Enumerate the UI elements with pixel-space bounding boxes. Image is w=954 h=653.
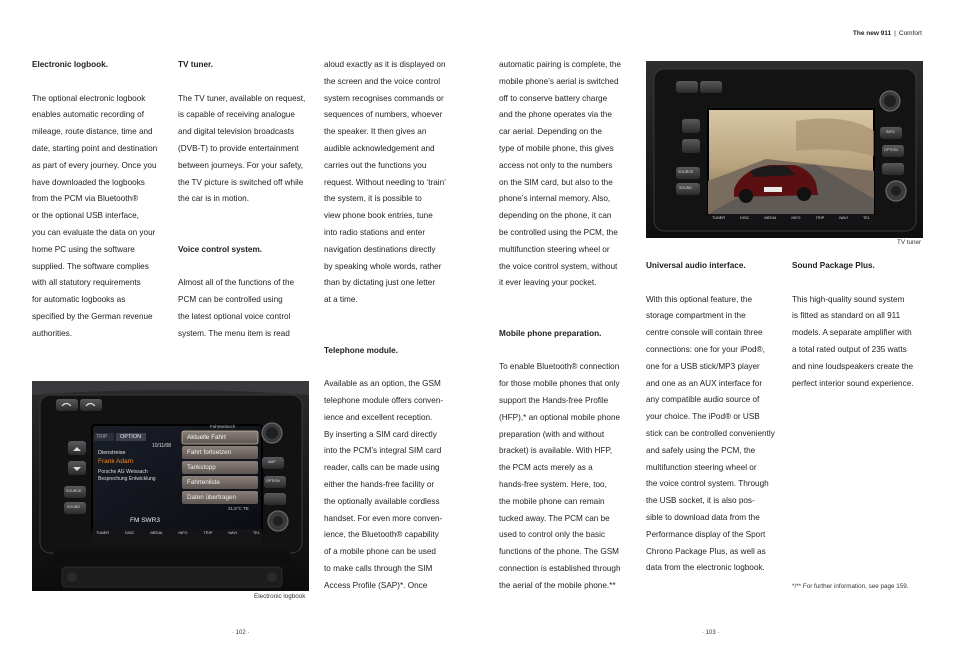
tv-softkey-tuner: TUNER [712,216,726,220]
running-header [853,30,922,37]
text-mobile-phone-preparation: To enable Bluetooth® connection for those mobile phones that only support the Hands-free Profile (HFP),* an optional mobile phone preparation (with and without bracket) is available. With HFP, the PCM acts merely as a hands-free system. Here, too, the mobile phone can remain tucked away. The PCM can be used to control only the basic functions of the phone. The GSM connection is established through the aerial of the mobile phone.** [499,362,621,590]
column-audio-interface [646,258,786,577]
screen-tab-trip: TRIP [96,434,108,440]
screen-menu-2: Fahrt fortsetzen [187,449,232,456]
page-number-right: · 103 · [702,630,720,636]
pcm-softkey-row [96,531,260,535]
text-telephone-module: Available as an option, the GSM telephone module offers conven- ience and excellent reception. By inserting a SIM card directly into the PCM’s integral SIM card reader, calls can be made using either the hands-free facility or the optionally available cordless handset. For even more conven- ience, the Bluetooth® capability of a mobile phone can be used to make calls through the SIM Access Profile (SAP)*. Once [324,379,444,590]
screen-header: Fahrtenbuch [210,424,236,429]
screen-line-1: Dienstreise [98,450,126,456]
screen-name: Frank Adam [98,458,134,465]
column-electronic-logbook [32,57,172,343]
header-section: Comfort [898,30,922,37]
tv-softkey-navi: NAVI [839,216,848,220]
heading-sound-package: Sound Package Plus. [792,261,875,270]
hw-key-map: MAP [268,460,276,464]
caption-electronic-logbook: Electronic logbook [254,593,306,600]
screen-tab-option: OPTION [120,434,142,440]
electronic-logbook-photo [32,381,309,591]
heading-electronic-logbook: Electronic logbook. [32,60,108,69]
screen-radio: FM SWR3 [130,517,160,524]
softkey-media: MEDIA [150,531,163,535]
text-universal-audio: With this optional feature, the storage compartment in the centre console will contain three connections: one for your iPod®, one for a USB stick/MP3 player and one as an AUX interface for any compatible audio source of your choice. The iPod® or USB stick can be controlled conveniently and safely using the PCM, the multifunction steering wheel or the voice control system. Through the USB socket, it is also pos- sible to download data from the Performance display of the Sport Chrono Package Plus, as well as data from the electronic logbook. [646,294,775,573]
screen-menu-3: Tankstopp [187,464,216,471]
text-tv-tuner: The TV tuner, available on request, is capable of receiving analogue and digital television broadcasts (DVB-T) to provide entertainment between journeys. For your safety, the TV picture is switched off while the car is in motion. [178,93,306,204]
tv-softkey-trip: TRIP [815,216,825,220]
screen-menu-5: Daten übertragen [187,494,237,501]
header-title: The new 911 [852,30,892,37]
tv-hw-key-option: OPTION [884,148,898,152]
caption-tv-tuner: TV tuner [897,239,922,246]
heading-tv-tuner: TV tuner. [178,60,214,69]
text-electronic-logbook: The optional electronic logbook enables automatic recording of mileage, route distance, time and date, starting point and destination as part of every journey. Once you have downloaded the logbooks from the PCM via Bluetooth® or the optional USB interface, you can evaluate the data on your home PC using the software supplied. The software complies with all statutory requirements for automatic logbooks as specified by the German revenue authorities. [32,93,158,338]
tv-softkey-row [712,216,870,220]
tv-hw-key-source: SOURCE [678,170,694,174]
softkey-navi: NAVI [228,531,237,535]
tv-hw-key-info: INFO [886,130,895,134]
softkey-trip: TRIP [203,531,213,535]
screen-line-4: Besprechung Entwicklung [98,476,156,482]
pcm-logbook-illustration [32,381,309,591]
screen-line-3: Porsche AG Weissach [98,469,148,475]
header-separator: | [894,30,896,37]
text-sound-package: This high-quality sound system is fitted as standard on all 911 models. A separate amplifier with a total rated output of 235 watts and nine loudspeakers create the perfect interior sound experience. [792,294,914,388]
heading-voice-control: Voice control system. [178,244,263,254]
softkey-tuner: TUNER [96,531,110,535]
column-telephone-mobile [499,57,639,595]
softkey-info: INFO [178,531,188,535]
softkey-disc: DISC [125,531,135,535]
heading-telephone-module: Telephone module. [324,345,398,355]
text-voice-control: Almost all of the functions of the PCM can be controlled using the latest optional voice control system. The menu item is read [178,278,295,338]
heading-universal-audio: Universal audio interface. [646,261,746,270]
heading-mobile-phone-preparation: Mobile phone preparation. [499,328,602,338]
hw-key-source: SOURCE [66,489,82,493]
screen-menu-1: Aktuelle Fahrt [187,434,226,441]
page-number-left: · 102 · [232,630,250,636]
footnote: */** For further information, see page 159. [792,583,909,590]
hw-key-sound: SOUND [67,505,80,509]
column-voice-telephone [324,57,464,595]
hw-key-option: OPTION [266,479,280,483]
column-sound-package [792,258,932,392]
screen-menu-4: Fahrtenliste [187,479,220,486]
column-tv-voice [178,57,318,343]
text-voice-control-cont: aloud exactly as it is displayed on the screen and the voice control system recognises commands or sequences of numbers, whoever the speaker. It then gives an audible acknowledgement and carries out the functions you request. Without needing to ‘train’ the system, it is possible to view phone book entries, tune into radio stations and enter navigation destinations directly by speaking whole words, rather than by dictating just one letter at a time. [324,60,446,305]
screen-date: 10/11/08 [152,443,172,449]
tv-softkey-disc: DISC [740,216,750,220]
pcm-tv-illustration [646,61,923,238]
tv-softkey-media: MEDIA [764,216,777,220]
screen-temp: 21,5°C TE [228,506,249,511]
tv-softkey-info: INFO [791,216,801,220]
softkey-tel: TEL [252,531,260,535]
text-telephone-cont: automatic pairing is complete, the mobile phone’s aerial is switched off to conserve battery charge and the phone operates via the car aerial. Depending on the type of mobile phone, this gives access not only to the numbers on the SIM card, but also to the phone’s internal memory. Also, depending on the phone, it can be controlled using the PCM, the multifunction steering wheel or the voice control system, without it ever leaving your pocket. [499,60,621,288]
tv-softkey-tel: TEL [862,216,870,220]
tv-tuner-photo [646,61,923,238]
tv-hw-key-sound: SOUND [679,186,692,190]
